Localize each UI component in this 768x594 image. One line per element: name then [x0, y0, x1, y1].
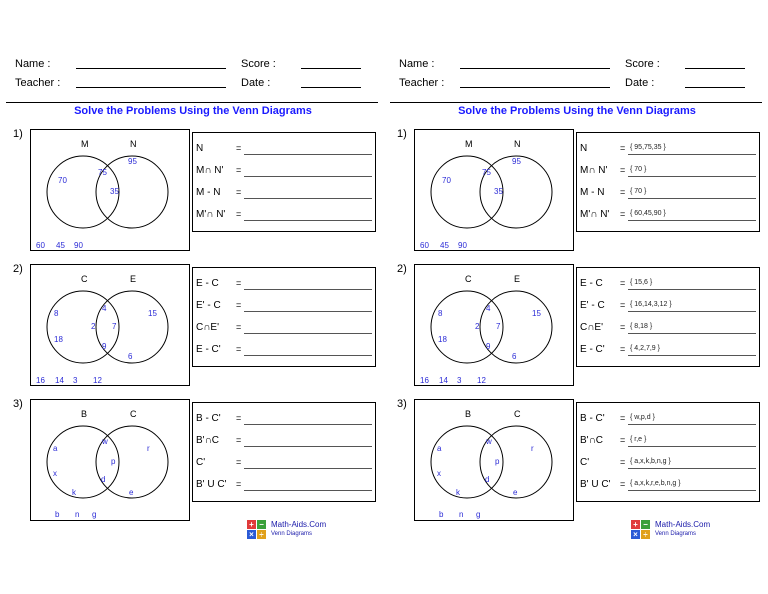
date-field[interactable]	[301, 87, 361, 88]
set-b-label: E	[130, 274, 137, 284]
venn-element: 35	[110, 187, 119, 196]
venn-element: w	[102, 437, 108, 446]
equals-sign: =	[236, 278, 242, 288]
equals-sign: =	[236, 165, 242, 175]
venn-element: 4	[486, 304, 491, 313]
question-row	[580, 209, 756, 223]
answer-line[interactable]	[244, 468, 372, 469]
answer-value: { 70 }	[630, 188, 647, 195]
answer-box	[192, 132, 376, 232]
question-set: M∩ N'	[580, 165, 608, 176]
venn-circles	[31, 400, 189, 520]
answer-value: { 4,2,7,9 }	[630, 345, 660, 352]
header-divider	[6, 102, 378, 103]
venn-element: 9	[102, 342, 107, 351]
set-b-label: N	[514, 139, 521, 149]
venn-element: 35	[494, 187, 503, 196]
question-row	[580, 413, 756, 427]
equals-sign: =	[236, 209, 242, 219]
score-field[interactable]	[685, 68, 745, 69]
answer-value: { 70 }	[630, 166, 647, 173]
logo-glyph: ÷	[641, 530, 650, 539]
equals-sign: =	[620, 435, 626, 445]
equals-sign: =	[620, 344, 626, 354]
worksheet-right	[390, 0, 764, 594]
set-a-circle	[47, 156, 119, 228]
set-a-label: M	[465, 139, 473, 149]
question-row	[580, 187, 756, 201]
equals-sign: =	[620, 165, 626, 175]
venn-element: 75	[98, 168, 107, 177]
equals-sign: =	[620, 278, 626, 288]
equals-sign: =	[236, 300, 242, 310]
answer-value: { 8,18 }	[630, 323, 653, 330]
answer-value: { r,e }	[630, 436, 647, 443]
teacher-label: Teacher :	[15, 77, 61, 89]
venn-diagram	[30, 264, 190, 386]
worksheet-left	[6, 0, 380, 594]
name-field[interactable]	[76, 68, 226, 69]
score-label: Score :	[625, 58, 660, 70]
set-a-circle	[47, 426, 119, 498]
set-a-circle	[431, 426, 503, 498]
set-b-label: N	[130, 139, 137, 149]
venn-element: 95	[128, 157, 137, 166]
problem-number: 1)	[13, 128, 23, 140]
question-row	[580, 278, 756, 292]
venn-element: 18	[54, 335, 63, 344]
venn-diagram	[30, 399, 190, 521]
logo-subtitle: Venn Diagrams	[271, 531, 313, 537]
equals-sign: =	[236, 187, 242, 197]
logo-glyph: −	[641, 520, 650, 529]
venn-element: d	[485, 475, 490, 484]
question-set: C'	[196, 457, 206, 468]
answer-box	[576, 402, 760, 502]
equals-sign: =	[236, 435, 242, 445]
venn-element: x	[437, 469, 441, 478]
answer-line[interactable]	[244, 176, 372, 177]
answer-line[interactable]	[244, 355, 372, 356]
set-b-label: C	[130, 409, 137, 419]
question-set: C∩E'	[580, 322, 603, 333]
worksheet-title: Solve the Problems Using the Venn Diagrams	[458, 105, 696, 117]
venn-diagram	[414, 129, 574, 251]
question-set: E' - C	[580, 300, 605, 311]
answer-line[interactable]	[628, 198, 756, 199]
answer-line[interactable]	[244, 154, 372, 155]
venn-element: 7	[112, 322, 117, 331]
name-label: Name :	[399, 58, 435, 70]
equals-sign: =	[236, 143, 242, 153]
venn-element: 6	[512, 352, 517, 361]
worksheet-title: Solve the Problems Using the Venn Diagrams	[74, 105, 312, 117]
venn-element: 3	[457, 376, 462, 385]
answer-line[interactable]	[628, 154, 756, 155]
venn-element: r	[531, 444, 534, 453]
logo-glyph: ×	[247, 530, 256, 539]
set-a-label: C	[465, 274, 472, 284]
set-a-label: M	[81, 139, 89, 149]
teacher-label: Teacher :	[399, 77, 445, 89]
venn-diagram	[414, 399, 574, 521]
answer-line[interactable]	[244, 424, 372, 425]
question-set: C'	[580, 457, 590, 468]
venn-element: 8	[438, 309, 443, 318]
question-set: N	[580, 143, 588, 154]
logo-glyph: +	[631, 520, 640, 529]
equals-sign: =	[620, 300, 626, 310]
answer-line[interactable]	[244, 333, 372, 334]
question-row	[196, 143, 372, 157]
question-set: E - C'	[580, 344, 605, 355]
equals-sign: =	[236, 479, 242, 489]
date-label: Date :	[625, 77, 655, 89]
question-set: N	[196, 143, 204, 154]
logo-glyph: −	[257, 520, 266, 529]
venn-element: w	[486, 437, 492, 446]
equals-sign: =	[620, 187, 626, 197]
question-set: M∩ N'	[196, 165, 224, 176]
equals-sign: =	[620, 322, 626, 332]
logo-glyph: ×	[631, 530, 640, 539]
set-a-circle	[431, 291, 503, 363]
venn-element: 14	[439, 376, 448, 385]
question-row	[196, 457, 372, 471]
answer-line[interactable]	[244, 446, 372, 447]
question-row	[580, 143, 756, 157]
venn-element: 15	[532, 309, 541, 318]
date-field[interactable]	[685, 87, 745, 88]
answer-line[interactable]	[628, 446, 756, 447]
date-label: Date :	[241, 77, 271, 89]
venn-element: 16	[420, 376, 429, 385]
set-a-circle	[47, 291, 119, 363]
set-a-label: C	[81, 274, 88, 284]
venn-element: g	[92, 510, 97, 519]
question-row	[580, 344, 756, 358]
question-row	[580, 165, 756, 179]
question-set: M'∩ N'	[196, 209, 226, 220]
answer-value: { 60,45,90 }	[630, 210, 666, 217]
venn-element: k	[456, 488, 460, 497]
equals-sign: =	[236, 344, 242, 354]
answer-line[interactable]	[628, 468, 756, 469]
question-set: E - C'	[196, 344, 221, 355]
logo-icon	[247, 520, 267, 540]
question-set: M'∩ N'	[580, 209, 610, 220]
problem-number: 2)	[13, 263, 23, 275]
answer-line[interactable]	[628, 490, 756, 491]
teacher-field[interactable]	[76, 87, 226, 88]
venn-element: n	[459, 510, 464, 519]
venn-element: e	[129, 488, 134, 497]
venn-element: k	[72, 488, 76, 497]
answer-box	[576, 132, 760, 232]
venn-diagram	[30, 129, 190, 251]
answer-line[interactable]	[244, 490, 372, 491]
equals-sign: =	[236, 413, 242, 423]
question-set: B'∩C	[580, 435, 603, 446]
question-row	[580, 322, 756, 336]
venn-element: x	[53, 469, 57, 478]
header-divider	[390, 102, 762, 103]
logo-glyph: +	[247, 520, 256, 529]
set-b-circle	[96, 156, 168, 228]
problem-number: 1)	[397, 128, 407, 140]
venn-element: 2	[475, 322, 480, 331]
equals-sign: =	[620, 143, 626, 153]
venn-element: 12	[477, 376, 486, 385]
question-row	[580, 435, 756, 449]
venn-element: p	[111, 457, 116, 466]
set-a-label: B	[465, 409, 472, 419]
venn-element: 3	[73, 376, 78, 385]
logo-name: Math-Aids.Com	[655, 520, 711, 529]
venn-element: n	[75, 510, 80, 519]
venn-element: b	[439, 510, 444, 519]
venn-element: 90	[74, 241, 83, 250]
question-row	[196, 413, 372, 427]
answer-value: { a,x,k,r,e,b,n,g }	[630, 480, 681, 487]
answer-value: { 95,75,35 }	[630, 144, 666, 151]
answer-line[interactable]	[628, 424, 756, 425]
venn-element: 75	[482, 168, 491, 177]
score-label: Score :	[241, 58, 276, 70]
venn-element: 90	[458, 241, 467, 250]
question-row	[196, 435, 372, 449]
venn-element: 12	[93, 376, 102, 385]
venn-element: 70	[58, 176, 67, 185]
venn-element: 60	[36, 241, 45, 250]
equals-sign: =	[620, 413, 626, 423]
equals-sign: =	[236, 457, 242, 467]
problem-number: 3)	[397, 398, 407, 410]
question-row	[196, 209, 372, 223]
venn-element: 14	[55, 376, 64, 385]
score-field[interactable]	[301, 68, 361, 69]
question-row	[196, 278, 372, 292]
answer-value: { a,x,k,b,n,g }	[630, 458, 671, 465]
question-row	[580, 457, 756, 471]
question-set: B - C'	[580, 413, 605, 424]
logo-icon	[631, 520, 651, 540]
equals-sign: =	[620, 209, 626, 219]
name-label: Name :	[15, 58, 51, 70]
question-set: E' - C	[196, 300, 221, 311]
set-b-label: E	[514, 274, 521, 284]
teacher-field[interactable]	[460, 87, 610, 88]
venn-circles	[415, 265, 573, 385]
question-row	[580, 300, 756, 314]
venn-element: 2	[91, 322, 96, 331]
equals-sign: =	[236, 322, 242, 332]
problem-number: 3)	[13, 398, 23, 410]
question-row	[196, 479, 372, 493]
answer-line[interactable]	[244, 198, 372, 199]
question-row	[196, 300, 372, 314]
answer-line[interactable]	[628, 333, 756, 334]
answer-value: { w,p,d }	[630, 414, 655, 421]
question-set: B' U C'	[196, 479, 227, 490]
answer-line[interactable]	[628, 176, 756, 177]
question-set: B'∩C	[196, 435, 219, 446]
venn-element: p	[495, 457, 500, 466]
answer-line[interactable]	[628, 289, 756, 290]
venn-element: 45	[440, 241, 449, 250]
problem-number: 2)	[397, 263, 407, 275]
venn-element: 6	[128, 352, 133, 361]
question-set: B - C'	[196, 413, 221, 424]
venn-element: 15	[148, 309, 157, 318]
math-aids-logo	[631, 518, 751, 542]
question-row	[196, 322, 372, 336]
venn-element: 60	[420, 241, 429, 250]
math-aids-logo	[247, 518, 367, 542]
question-set: M - N	[580, 187, 605, 198]
answer-value: { 16,14,3,12 }	[630, 301, 672, 308]
name-field[interactable]	[460, 68, 610, 69]
venn-element: d	[101, 475, 106, 484]
venn-element: 16	[36, 376, 45, 385]
venn-element: r	[147, 444, 150, 453]
set-b-label: C	[514, 409, 521, 419]
answer-line[interactable]	[244, 311, 372, 312]
venn-element: 9	[486, 342, 491, 351]
question-set: E - C	[196, 278, 219, 289]
venn-diagram	[414, 264, 574, 386]
answer-line[interactable]	[628, 220, 756, 221]
answer-box	[576, 267, 760, 367]
question-row	[196, 344, 372, 358]
venn-circles	[31, 265, 189, 385]
set-b-circle	[480, 156, 552, 228]
venn-element: 18	[438, 335, 447, 344]
venn-element: g	[476, 510, 481, 519]
equals-sign: =	[620, 479, 626, 489]
logo-glyph: ÷	[257, 530, 266, 539]
question-set: M - N	[196, 187, 221, 198]
venn-element: 70	[442, 176, 451, 185]
venn-element: 45	[56, 241, 65, 250]
venn-element: b	[55, 510, 60, 519]
venn-element: a	[53, 444, 58, 453]
answer-line[interactable]	[244, 289, 372, 290]
question-set: E - C	[580, 278, 603, 289]
question-set: C∩E'	[196, 322, 219, 333]
answer-line[interactable]	[244, 220, 372, 221]
answer-line[interactable]	[628, 311, 756, 312]
venn-element: 8	[54, 309, 59, 318]
venn-element: 95	[512, 157, 521, 166]
logo-name: Math-Aids.Com	[271, 520, 327, 529]
answer-box	[192, 402, 376, 502]
set-a-circle	[431, 156, 503, 228]
set-a-label: B	[81, 409, 88, 419]
question-row	[580, 479, 756, 493]
venn-circles	[415, 400, 573, 520]
question-row	[196, 165, 372, 179]
venn-element: e	[513, 488, 518, 497]
venn-element: 7	[496, 322, 501, 331]
answer-line[interactable]	[628, 355, 756, 356]
question-set: B' U C'	[580, 479, 611, 490]
logo-subtitle: Venn Diagrams	[655, 531, 697, 537]
venn-element: a	[437, 444, 442, 453]
equals-sign: =	[620, 457, 626, 467]
answer-box	[192, 267, 376, 367]
venn-element: 4	[102, 304, 107, 313]
question-row	[196, 187, 372, 201]
answer-value: { 15,6 }	[630, 279, 653, 286]
